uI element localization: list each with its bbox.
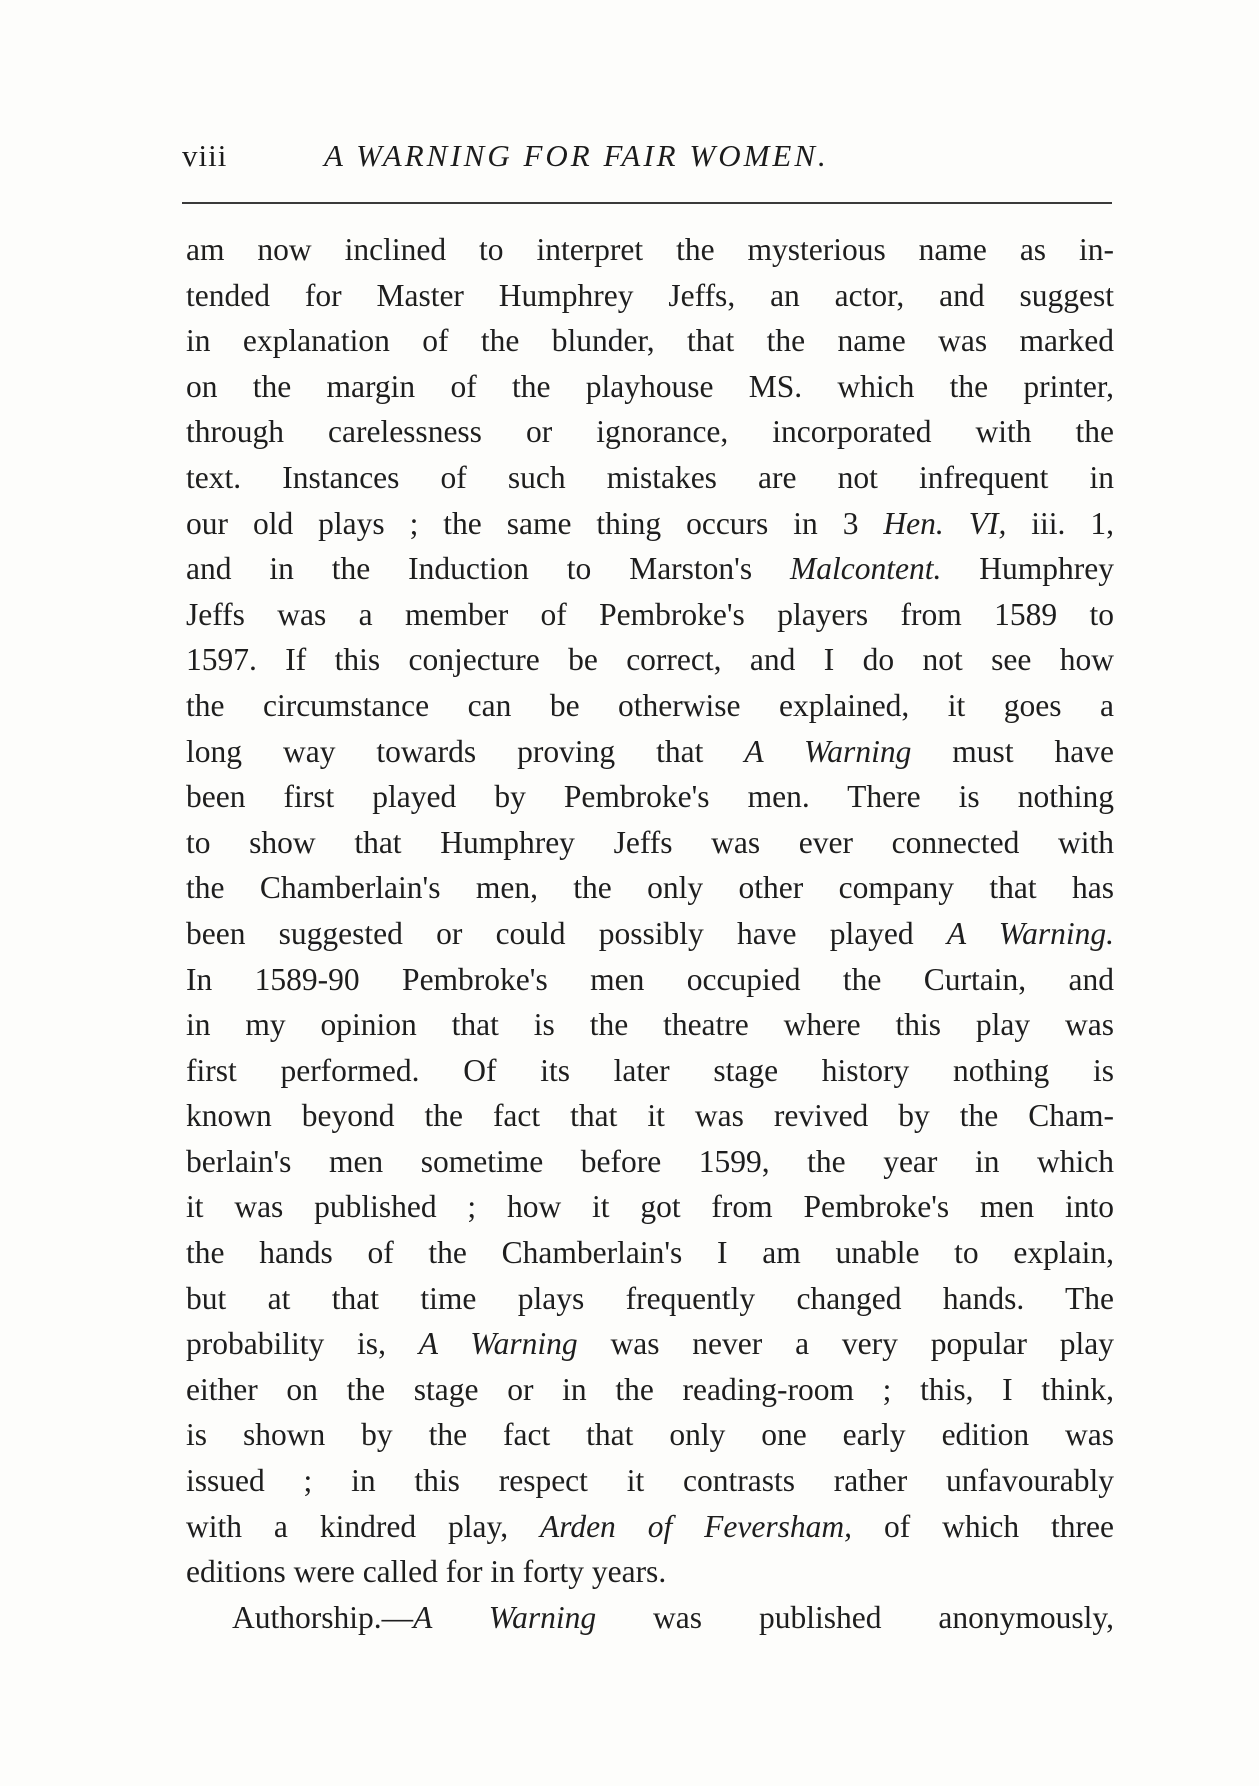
text-line: in explanation of the blunder, that the name was marked <box>186 323 1114 359</box>
text-line: known beyond the fact that it was revived by the Cham- <box>186 1098 1114 1134</box>
text-segment: with a kindred play, <box>186 1508 540 1544</box>
text-line: it was published ; how it got from Pembroke's men into <box>186 1189 1114 1225</box>
page-number: viii <box>182 138 228 173</box>
text-segment: was never a very popular play <box>577 1326 1114 1362</box>
italic-text: A Warning <box>744 733 912 769</box>
text-segment: Humphrey <box>941 551 1114 587</box>
text-line: but at that time plays frequently changed hands. The <box>186 1280 1114 1316</box>
text-line: editions were called for in forty years. <box>186 1554 667 1590</box>
paragraph-1 <box>186 227 1114 1595</box>
text-line <box>186 546 1114 592</box>
page-header <box>182 138 1112 178</box>
text-line: issued ; in this respect it contrasts rather unfavourably <box>186 1463 1114 1499</box>
header-rule <box>182 202 1112 204</box>
text-line: been first played by Pembroke's men. There is nothing <box>186 779 1114 815</box>
text-line: 1597. If this conjecture be correct, and I do not see how <box>186 642 1114 678</box>
italic-text: A Warning <box>418 1326 578 1362</box>
text-line <box>186 1595 1114 1641</box>
text-line: text. Instances of such mistakes are not infrequent in <box>186 459 1114 495</box>
text-line: through carelessness or ignorance, incorporated with the <box>186 414 1114 450</box>
text-segment: of which three <box>852 1508 1114 1544</box>
text-line: on the margin of the playhouse MS. which the printer, <box>186 368 1114 404</box>
italic-text: Arden of Feversham, <box>540 1508 853 1544</box>
text-segment: been suggested or could possibly have played <box>186 915 947 951</box>
text-line <box>186 911 1114 957</box>
italic-text: Malcontent. <box>790 551 942 587</box>
text-line: berlain's men sometime before 1599, the year in which <box>186 1143 1114 1179</box>
text-segment: long way towards proving that <box>186 733 745 769</box>
text-line: In 1589-90 Pembroke's men occupied the Curtain, and <box>186 961 1114 997</box>
italic-text: A Warning <box>413 1599 597 1635</box>
text-line <box>186 1504 1114 1550</box>
text-line: the Chamberlain's men, the only other company that has <box>186 870 1114 906</box>
running-title: A WARNING FOR FAIR WOMEN. <box>324 138 829 173</box>
text-segment: must have <box>911 733 1114 769</box>
text-line: either on the stage or in the reading-room ; this, I think, <box>186 1371 1114 1407</box>
text-segment: iii. 1, <box>1006 505 1114 541</box>
text-segment: probability is, <box>186 1326 419 1362</box>
text-line <box>186 729 1114 775</box>
text-line: the hands of the Chamberlain's I am unable to explain, <box>186 1235 1114 1271</box>
text-segment: and in the Induction to Marston's <box>186 551 791 587</box>
text-line: is shown by the fact that only one early edition was <box>186 1417 1114 1453</box>
text-segment: was published anonymously, <box>596 1599 1114 1635</box>
text-line: first performed. Of its later stage history nothing is <box>186 1052 1114 1088</box>
text-line <box>186 1321 1114 1367</box>
text-segment: Authorship.— <box>232 1599 414 1635</box>
italic-text: Hen. VI, <box>883 505 1007 541</box>
text-line: to show that Humphrey Jeffs was ever connected with <box>186 824 1114 860</box>
text-line: in my opinion that is the theatre where this play was <box>186 1007 1114 1043</box>
text-line: am now inclined to interpret the mysterious name as in- <box>186 232 1114 267</box>
text-line <box>186 501 1114 547</box>
text-line: Jeffs was a member of Pembroke's players from 1589 to <box>186 596 1114 632</box>
body-text <box>186 227 1114 1640</box>
paragraph-2 <box>186 1595 1114 1641</box>
italic-text: A Warning. <box>946 915 1114 951</box>
text-segment: our old plays ; the same thing occurs in 3 <box>186 505 884 541</box>
text-line: the circumstance can be otherwise explained, it goes a <box>186 687 1114 723</box>
text-line: tended for Master Humphrey Jeffs, an actor, and suggest <box>186 277 1114 313</box>
